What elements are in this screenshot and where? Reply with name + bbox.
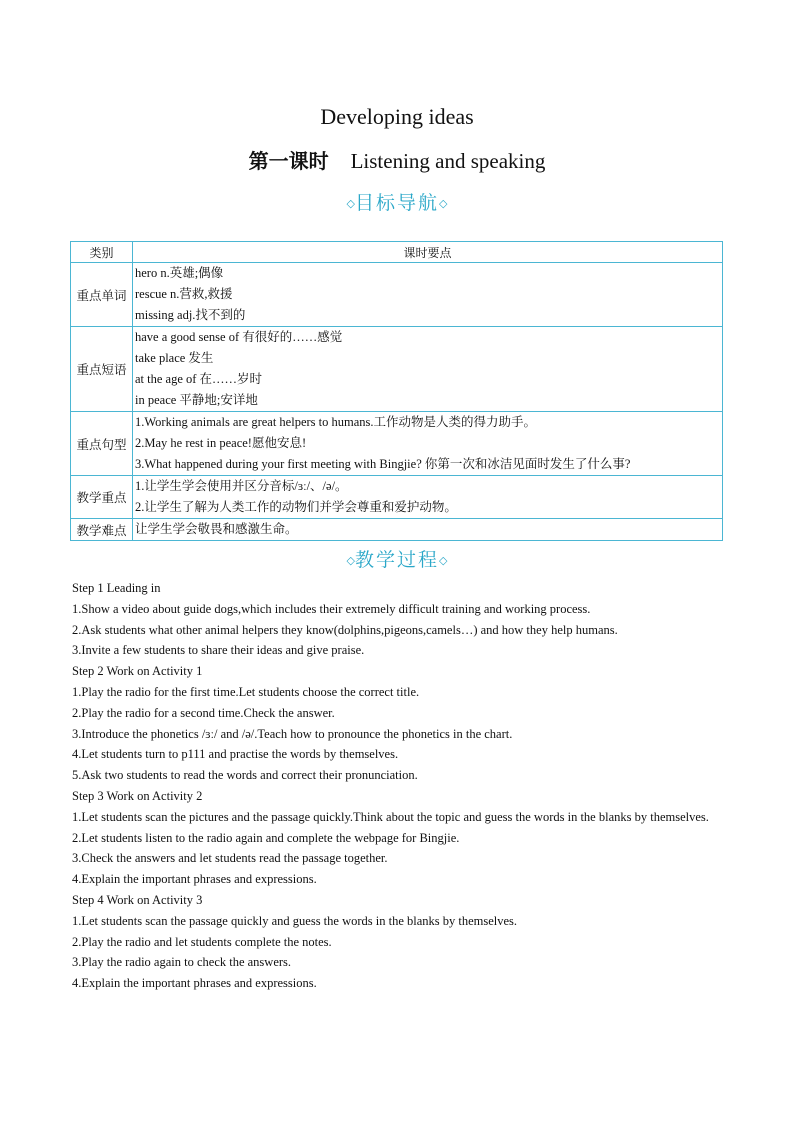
table-content: [133, 412, 723, 476]
step-item: 2.Ask students what other animal helpers they know(dolphins,pigeons,camels…) and how they help humans.: [72, 622, 618, 637]
table-line: take place 发生: [135, 351, 214, 365]
step-item: 3.Check the answers and let students read the passage together.: [72, 851, 388, 866]
table-category: 重点短语: [71, 327, 133, 412]
diamond-icon: ◇: [439, 554, 448, 567]
table-row: [71, 476, 723, 519]
table-header-category: 类别: [71, 242, 133, 263]
step-item: 4.Explain the important phrases and expressions.: [72, 976, 317, 991]
table-content: [133, 327, 723, 412]
step-heading: Step 2 Work on Activity 1: [72, 664, 203, 679]
table-line: 1.让学生学会使用并区分音标/ɜː/、/ə/。: [135, 479, 348, 493]
diamond-icon: ◇: [439, 197, 448, 210]
table-category: 重点句型: [71, 412, 133, 476]
section-heading-goals: [0, 188, 794, 215]
table-line: missing adj.找不到的: [135, 308, 246, 322]
table-header-row: [71, 242, 723, 263]
table-line: 让学生学会敬畏和感激生命。: [135, 522, 298, 536]
step-item: 4.Let students turn to p111 and practise the words by themselves.: [72, 747, 399, 762]
table-category: 重点单词: [71, 263, 133, 327]
step-item: 2.Play the radio for a second time.Check the answer.: [72, 705, 335, 720]
table-row: [71, 412, 723, 476]
table-line: hero n.英雄;偶像: [135, 266, 224, 280]
lesson-topic: Listening and speaking: [350, 149, 546, 173]
table-header-points: 课时要点: [133, 242, 723, 263]
step-item: 1.Play the radio for the first time.Let students choose the correct title.: [72, 684, 420, 699]
section-heading-text: 目标导航: [354, 192, 439, 214]
table-category: 教学难点: [71, 519, 133, 541]
step-item: 1.Let students scan the passage quickly and guess the words in the blanks by themselves.: [72, 913, 518, 928]
table-line: 2.May he rest in peace!愿他安息!: [135, 436, 307, 450]
diamond-icon: ◇: [346, 197, 355, 210]
step-heading: Step 1 Leading in: [72, 581, 161, 595]
table-line: have a good sense of 有很好的……感觉: [135, 330, 343, 344]
table-row: [71, 263, 723, 327]
step-item: 1.Let students scan the pictures and the passage quickly.Think about the topic and guess the words in the blanks by themselves.: [72, 809, 709, 824]
table-category: 教学重点: [71, 476, 133, 519]
step-item: 3.Invite a few students to share their ideas and give praise.: [72, 643, 365, 658]
step-item: 2.Play the radio and let students complete the notes.: [72, 934, 332, 949]
table-line: in peace 平静地;安详地: [135, 393, 258, 407]
step-item: 4.Explain the important phrases and expressions.: [72, 872, 317, 887]
step-heading: Step 4 Work on Activity 3: [72, 892, 203, 907]
step-heading: Step 3 Work on Activity 2: [72, 788, 203, 803]
lesson-number: 第一课时: [248, 149, 329, 173]
section-heading-process: [0, 545, 794, 572]
table-content: [133, 263, 723, 327]
table-content: [133, 519, 723, 541]
table-line: rescue n.营救,救援: [135, 287, 233, 301]
section-heading-text: 教学过程: [354, 549, 439, 571]
table-row: [71, 327, 723, 412]
step-item: 3.Introduce the phonetics /ɜː/ and /ə/.Teach how to pronounce the phonetics in the chart.: [72, 726, 513, 741]
table-row: [71, 519, 723, 541]
table-line: 1.Working animals are great helpers to humans.工作动物是人类的得力助手。: [135, 415, 537, 429]
lesson-subtitle: [0, 145, 794, 174]
step-item: 1.Show a video about guide dogs,which includes their extremely difficult training and working process.: [72, 601, 591, 616]
table-line: 2.让学生了解为人类工作的动物们并学会尊重和爱护动物。: [135, 500, 457, 514]
step-item: 3.Play the radio again to check the answers.: [72, 955, 292, 970]
table-line: at the age of 在……岁时: [135, 372, 263, 386]
step-item: 5.Ask two students to read the words and correct their pronunciation.: [72, 768, 418, 783]
page-title: Developing ideas: [320, 104, 474, 129]
table-content: [133, 476, 723, 519]
teaching-steps: [72, 578, 724, 994]
step-item: 2.Let students listen to the radio again and complete the webpage for Bingjie.: [72, 830, 460, 845]
table-line: 3.What happened during your first meeting with Bingjie? 你第一次和冰洁见面时发生了什么事?: [135, 457, 631, 471]
diamond-icon: ◇: [346, 554, 355, 567]
lesson-points-table: [70, 241, 723, 541]
